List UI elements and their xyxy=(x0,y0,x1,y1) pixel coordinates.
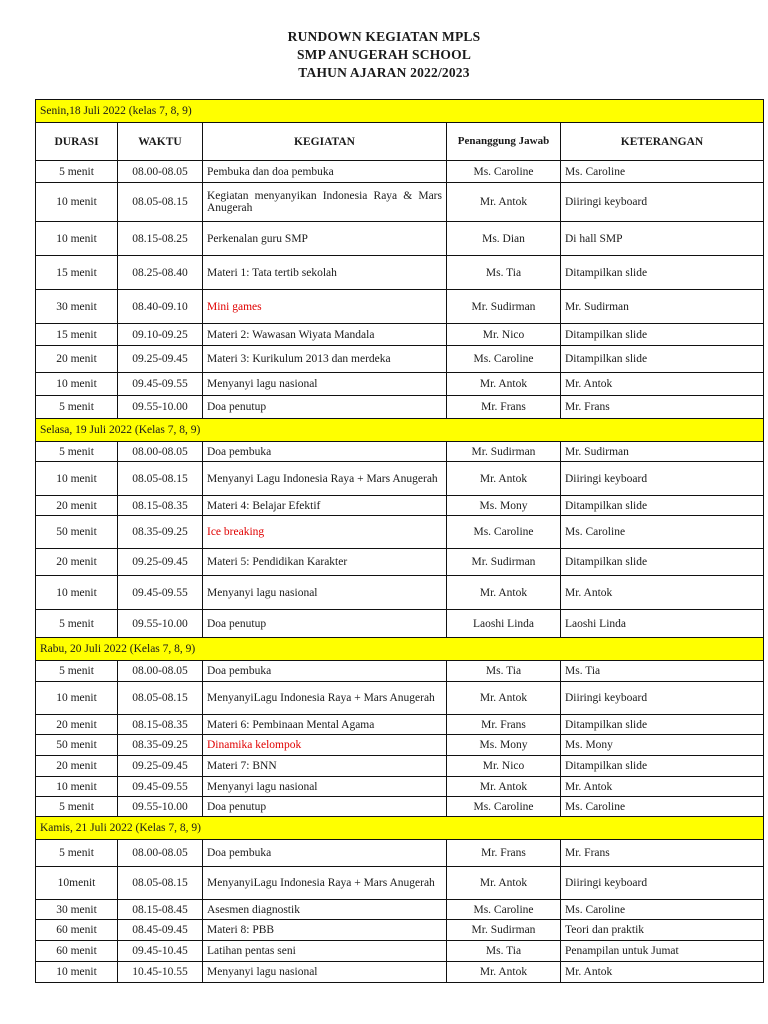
cell-penanggung-jawab: Mr. Sudirman xyxy=(447,549,561,576)
cell-keterangan: Diiringi keyboard xyxy=(561,462,764,496)
cell-keterangan: Ms. Caroline xyxy=(561,161,764,183)
cell-keterangan: Di hall SMP xyxy=(561,222,764,256)
table-row xyxy=(36,516,764,549)
table-row xyxy=(36,900,764,920)
table-row xyxy=(36,735,764,756)
cell-penanggung-jawab: Ms. Mony xyxy=(447,735,561,756)
cell-penanggung-jawab: Laoshi Linda xyxy=(447,610,561,638)
cell-kegiatan: Menyanyi lagu nasional xyxy=(203,962,447,983)
table-row xyxy=(36,462,764,496)
cell-keterangan: Ms. Caroline xyxy=(561,900,764,920)
cell-penanggung-jawab: Mr. Antok xyxy=(447,373,561,396)
cell-waktu: 08.35-09.25 xyxy=(118,516,203,549)
cell-waktu: 08.05-08.15 xyxy=(118,462,203,496)
cell-penanggung-jawab: Ms. Tia xyxy=(447,941,561,962)
cell-keterangan: Ms. Caroline xyxy=(561,797,764,817)
cell-keterangan: Ms. Mony xyxy=(561,735,764,756)
cell-kegiatan: Doa penutup xyxy=(203,797,447,817)
cell-durasi: 10 menit xyxy=(36,462,118,496)
cell-kegiatan: Perkenalan guru SMP xyxy=(203,222,447,256)
day-header-row xyxy=(36,419,764,442)
cell-kegiatan: Menyanyi lagu nasional xyxy=(203,777,447,797)
cell-waktu: 09.45-09.55 xyxy=(118,576,203,610)
table-row xyxy=(36,396,764,419)
cell-waktu: 08.15-08.35 xyxy=(118,496,203,516)
cell-kegiatan: Menyanyi lagu nasional xyxy=(203,576,447,610)
cell-durasi: 20 menit xyxy=(36,756,118,777)
cell-kegiatan: Doa penutup xyxy=(203,396,447,419)
col-header-kegiatan: KEGIATAN xyxy=(203,123,447,161)
table-row xyxy=(36,373,764,396)
cell-waktu: 10.45-10.55 xyxy=(118,962,203,983)
cell-waktu: 08.05-08.15 xyxy=(118,183,203,222)
col-header-waktu: WAKTU xyxy=(118,123,203,161)
cell-penanggung-jawab: Ms. Caroline xyxy=(447,797,561,817)
cell-durasi: 15 menit xyxy=(36,324,118,346)
cell-durasi: 50 menit xyxy=(36,516,118,549)
table-row xyxy=(36,920,764,941)
cell-kegiatan: Kegiatan menyanyikan Indonesia Raya & Mars Anugerah xyxy=(203,183,447,222)
cell-penanggung-jawab: Mr. Antok xyxy=(447,962,561,983)
cell-penanggung-jawab: Mr. Antok xyxy=(447,183,561,222)
cell-kegiatan: Materi 7: BNN xyxy=(203,756,447,777)
cell-penanggung-jawab: Mr. Sudirman xyxy=(447,920,561,941)
table-row xyxy=(36,756,764,777)
cell-kegiatan: MenyanyiLagu Indonesia Raya + Mars Anugerah xyxy=(203,867,447,900)
cell-durasi: 60 menit xyxy=(36,941,118,962)
table-row xyxy=(36,222,764,256)
col-header-durasi: DURASI xyxy=(36,123,118,161)
cell-kegiatan: Pembuka dan doa pembuka xyxy=(203,161,447,183)
cell-durasi: 10 menit xyxy=(36,222,118,256)
cell-kegiatan: Mini games xyxy=(203,290,447,324)
cell-penanggung-jawab: Ms. Tia xyxy=(447,661,561,682)
table-row xyxy=(36,549,764,576)
cell-keterangan: Mr. Frans xyxy=(561,396,764,419)
cell-keterangan: Mr. Antok xyxy=(561,373,764,396)
cell-kegiatan: Materi 2: Wawasan Wiyata Mandala xyxy=(203,324,447,346)
cell-keterangan: Mr. Sudirman xyxy=(561,442,764,462)
day-header-row xyxy=(36,100,764,123)
cell-waktu: 09.25-09.45 xyxy=(118,346,203,373)
cell-kegiatan: Dinamika kelompok xyxy=(203,735,447,756)
cell-penanggung-jawab: Mr. Antok xyxy=(447,777,561,797)
cell-kegiatan: Materi 6: Pembinaan Mental Agama xyxy=(203,715,447,735)
table-row xyxy=(36,941,764,962)
title-line-1: RUNDOWN KEGIATAN MPLS xyxy=(287,29,481,44)
table-row xyxy=(36,661,764,682)
cell-waktu: 09.45-09.55 xyxy=(118,373,203,396)
cell-durasi: 5 menit xyxy=(36,797,118,817)
cell-keterangan: Laoshi Linda xyxy=(561,610,764,638)
table-row xyxy=(36,442,764,462)
table-row xyxy=(36,797,764,817)
cell-kegiatan: Doa penutup xyxy=(203,610,447,638)
cell-waktu: 09.55-10.00 xyxy=(118,610,203,638)
cell-penanggung-jawab: Mr. Frans xyxy=(447,715,561,735)
col-header-penanggung-jawab: Penanggung Jawab xyxy=(447,123,561,161)
day-label: Rabu, 20 Juli 2022 (Kelas 7, 8, 9) xyxy=(36,638,764,661)
cell-durasi: 10menit xyxy=(36,867,118,900)
table-row xyxy=(36,840,764,867)
cell-waktu: 08.35-09.25 xyxy=(118,735,203,756)
cell-kegiatan: Doa pembuka xyxy=(203,442,447,462)
cell-keterangan: Ditampilkan slide xyxy=(561,756,764,777)
cell-penanggung-jawab: Ms. Caroline xyxy=(447,346,561,373)
cell-durasi: 10 menit xyxy=(36,576,118,610)
cell-waktu: 08.00-08.05 xyxy=(118,161,203,183)
cell-penanggung-jawab: Ms. Caroline xyxy=(447,161,561,183)
cell-waktu: 09.25-09.45 xyxy=(118,549,203,576)
cell-durasi: 20 menit xyxy=(36,346,118,373)
cell-waktu: 08.25-08.40 xyxy=(118,256,203,290)
document-title xyxy=(0,28,768,82)
cell-waktu: 09.55-10.00 xyxy=(118,797,203,817)
cell-keterangan: Ditampilkan slide xyxy=(561,324,764,346)
cell-kegiatan: Materi 4: Belajar Efektif xyxy=(203,496,447,516)
cell-penanggung-jawab: Ms. Mony xyxy=(447,496,561,516)
cell-waktu: 08.15-08.25 xyxy=(118,222,203,256)
column-header-row xyxy=(36,123,764,161)
cell-penanggung-jawab: Mr. Antok xyxy=(447,576,561,610)
title-line-3: TAHUN AJARAN 2022/2023 xyxy=(298,65,470,80)
cell-durasi: 15 menit xyxy=(36,256,118,290)
table-row xyxy=(36,777,764,797)
cell-waktu: 08.40-09.10 xyxy=(118,290,203,324)
cell-kegiatan: MenyanyiLagu Indonesia Raya + Mars Anugerah xyxy=(203,682,447,715)
table-row xyxy=(36,183,764,222)
table-row xyxy=(36,682,764,715)
cell-durasi: 30 menit xyxy=(36,290,118,324)
cell-kegiatan: Materi 5: Pendidikan Karakter xyxy=(203,549,447,576)
cell-waktu: 09.45-10.45 xyxy=(118,941,203,962)
rundown-table xyxy=(35,99,764,983)
cell-kegiatan: Ice breaking xyxy=(203,516,447,549)
cell-keterangan: Ditampilkan slide xyxy=(561,496,764,516)
cell-penanggung-jawab: Ms. Dian xyxy=(447,222,561,256)
cell-kegiatan: Menyanyi lagu nasional xyxy=(203,373,447,396)
col-header-keterangan: KETERANGAN xyxy=(561,123,764,161)
cell-waktu: 09.55-10.00 xyxy=(118,396,203,419)
cell-kegiatan: Menyanyi Lagu Indonesia Raya + Mars Anugerah xyxy=(203,462,447,496)
rundown-table-body xyxy=(36,100,764,983)
cell-kegiatan: Latihan pentas seni xyxy=(203,941,447,962)
cell-keterangan: Ditampilkan slide xyxy=(561,256,764,290)
cell-durasi: 20 menit xyxy=(36,549,118,576)
day-label: Senin,18 Juli 2022 (kelas 7, 8, 9) xyxy=(36,100,764,123)
table-row xyxy=(36,576,764,610)
cell-kegiatan: Materi 3: Kurikulum 2013 dan merdeka xyxy=(203,346,447,373)
day-header-row xyxy=(36,817,764,840)
table-row xyxy=(36,610,764,638)
cell-waktu: 08.00-08.05 xyxy=(118,840,203,867)
cell-penanggung-jawab: Mr. Nico xyxy=(447,324,561,346)
cell-penanggung-jawab: Mr. Frans xyxy=(447,840,561,867)
cell-keterangan: Penampilan untuk Jumat xyxy=(561,941,764,962)
cell-keterangan: Ms. Caroline xyxy=(561,516,764,549)
cell-penanggung-jawab: Mr. Antok xyxy=(447,462,561,496)
cell-waktu: 08.15-08.35 xyxy=(118,715,203,735)
cell-keterangan: Mr. Frans xyxy=(561,840,764,867)
table-row xyxy=(36,324,764,346)
cell-keterangan: Mr. Antok xyxy=(561,576,764,610)
cell-durasi: 30 menit xyxy=(36,900,118,920)
cell-kegiatan: Doa pembuka xyxy=(203,661,447,682)
cell-keterangan: Mr. Antok xyxy=(561,962,764,983)
cell-waktu: 09.25-09.45 xyxy=(118,756,203,777)
cell-durasi: 20 menit xyxy=(36,496,118,516)
cell-keterangan: Ditampilkan slide xyxy=(561,549,764,576)
table-row xyxy=(36,346,764,373)
cell-penanggung-jawab: Mr. Frans xyxy=(447,396,561,419)
cell-penanggung-jawab: Mr. Nico xyxy=(447,756,561,777)
cell-durasi: 10 menit xyxy=(36,777,118,797)
cell-keterangan: Teori dan praktik xyxy=(561,920,764,941)
cell-durasi: 5 menit xyxy=(36,442,118,462)
cell-keterangan: Mr. Sudirman xyxy=(561,290,764,324)
cell-durasi: 20 menit xyxy=(36,715,118,735)
cell-waktu: 08.00-08.05 xyxy=(118,661,203,682)
cell-durasi: 5 menit xyxy=(36,661,118,682)
cell-waktu: 08.00-08.05 xyxy=(118,442,203,462)
cell-waktu: 08.05-08.15 xyxy=(118,867,203,900)
table-row xyxy=(36,715,764,735)
cell-kegiatan: Asesmen diagnostik xyxy=(203,900,447,920)
cell-durasi: 10 menit xyxy=(36,183,118,222)
cell-durasi: 5 menit xyxy=(36,161,118,183)
cell-kegiatan: Materi 8: PBB xyxy=(203,920,447,941)
cell-keterangan: Diiringi keyboard xyxy=(561,867,764,900)
cell-penanggung-jawab: Mr. Antok xyxy=(447,682,561,715)
cell-keterangan: Mr. Antok xyxy=(561,777,764,797)
cell-durasi: 10 menit xyxy=(36,373,118,396)
cell-durasi: 5 menit xyxy=(36,840,118,867)
day-label: Kamis, 21 Juli 2022 (Kelas 7, 8, 9) xyxy=(36,817,764,840)
cell-durasi: 10 menit xyxy=(36,962,118,983)
table-row xyxy=(36,256,764,290)
cell-kegiatan: Doa pembuka xyxy=(203,840,447,867)
table-row xyxy=(36,161,764,183)
cell-penanggung-jawab: Ms. Tia xyxy=(447,256,561,290)
cell-durasi: 5 menit xyxy=(36,396,118,419)
cell-keterangan: Diiringi keyboard xyxy=(561,183,764,222)
cell-penanggung-jawab: Mr. Antok xyxy=(447,867,561,900)
table-row xyxy=(36,496,764,516)
day-label: Selasa, 19 Juli 2022 (Kelas 7, 8, 9) xyxy=(36,419,764,442)
cell-penanggung-jawab: Ms. Caroline xyxy=(447,516,561,549)
cell-keterangan: Diiringi keyboard xyxy=(561,682,764,715)
title-line-2: SMP ANUGERAH SCHOOL xyxy=(296,47,472,62)
cell-keterangan: Ditampilkan slide xyxy=(561,346,764,373)
cell-penanggung-jawab: Ms. Caroline xyxy=(447,900,561,920)
cell-durasi: 10 menit xyxy=(36,682,118,715)
table-row xyxy=(36,290,764,324)
cell-durasi: 5 menit xyxy=(36,610,118,638)
cell-keterangan: Ditampilkan slide xyxy=(561,715,764,735)
cell-kegiatan: Materi 1: Tata tertib sekolah xyxy=(203,256,447,290)
cell-penanggung-jawab: Mr. Sudirman xyxy=(447,290,561,324)
cell-keterangan: Ms. Tia xyxy=(561,661,764,682)
table-row xyxy=(36,867,764,900)
cell-durasi: 60 menit xyxy=(36,920,118,941)
cell-waktu: 08.15-08.45 xyxy=(118,900,203,920)
cell-waktu: 09.45-09.55 xyxy=(118,777,203,797)
cell-durasi: 50 menit xyxy=(36,735,118,756)
cell-waktu: 08.45-09.45 xyxy=(118,920,203,941)
table-row xyxy=(36,962,764,983)
cell-penanggung-jawab: Mr. Sudirman xyxy=(447,442,561,462)
cell-waktu: 09.10-09.25 xyxy=(118,324,203,346)
cell-waktu: 08.05-08.15 xyxy=(118,682,203,715)
day-header-row xyxy=(36,638,764,661)
